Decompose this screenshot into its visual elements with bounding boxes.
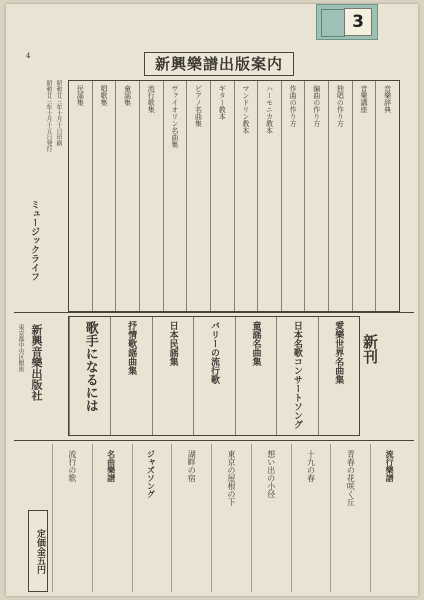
catalog-column: 民謡集 [76, 85, 85, 106]
page-title: 新興樂譜出版案内 [144, 52, 294, 76]
lower-column: 湖畔の宿 [171, 444, 211, 592]
lower-column: 青春の花咲く丘 [330, 444, 370, 592]
divider [14, 312, 414, 313]
lower-column: ジャズソング [132, 444, 172, 592]
lower-column: 名曲樂譜 [92, 444, 132, 592]
new-book: バリーの流行歌 [193, 317, 234, 435]
lower-column: 東京の屋根の下 [211, 444, 251, 592]
lower-column: 流行樂譜 [370, 444, 410, 592]
catalog-column: 作曲の作り方 [281, 81, 305, 311]
page-number: 3 [344, 8, 372, 36]
publication-info [14, 80, 66, 310]
catalog-column: ハーモニカ教本 [257, 81, 281, 311]
new-book: 童謡名曲集 [235, 317, 276, 435]
new-books-heading: 新刊 [361, 334, 379, 364]
lower-column: 想い出の小径 [251, 444, 291, 592]
divider [14, 440, 414, 441]
magazine-page [6, 4, 418, 596]
new-book: 日本民謡集 [152, 317, 193, 435]
catalog-table [68, 80, 400, 312]
publisher-note: 東京都中央区銀座 [17, 324, 24, 372]
catalog-column: 編曲の作り方 [304, 81, 328, 311]
magazine-name: ミュージックライフ [29, 200, 39, 281]
new-book: 日本名歌コンサートソング [276, 317, 317, 435]
catalog-column: 唱歌集 [92, 81, 116, 311]
catalog-column: 音樂辞典 [375, 81, 399, 311]
price-label: 定価金五円 [28, 510, 48, 592]
catalog-column: 童謡集 [115, 81, 139, 311]
lower-column: 十九の春 [291, 444, 331, 592]
publisher-name: 新興音樂出版社 [30, 324, 43, 401]
catalog-column: 音樂講座 [352, 81, 376, 311]
new-book-feature: 歌手になるには [69, 317, 110, 435]
catalog-column: ヴァイオリン名曲集 [163, 81, 187, 311]
catalog-column: マンドリン教本 [234, 81, 258, 311]
print-date: 昭和廿三年十月十日印刷 [55, 80, 62, 146]
catalog-column: ピアノ名曲集 [186, 81, 210, 311]
catalog-column: 独唱の作り方 [328, 81, 352, 311]
catalog-column: 流行歌集 [139, 81, 163, 311]
catalog-column: ギター教本 [210, 81, 234, 311]
corner-mark: 4 [26, 52, 31, 60]
new-book: 愛樂世界名曲集 [318, 317, 359, 435]
lower-columns [52, 444, 410, 592]
new-books-list [68, 316, 360, 436]
new-book: 抒情歌謡曲集 [110, 317, 151, 435]
publish-date: 昭和廿三年十月十五日発行 [45, 80, 52, 152]
lower-column: 流行の歌 [52, 444, 92, 592]
